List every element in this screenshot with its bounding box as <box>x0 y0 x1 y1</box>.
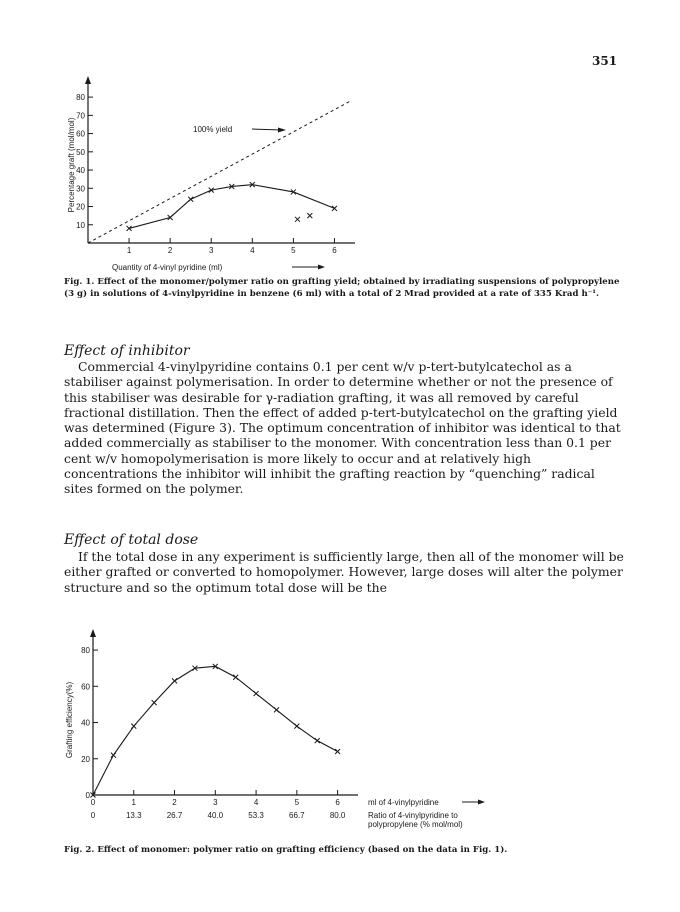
x-tick-label: 6 <box>332 246 337 255</box>
x-tick-secondary-label: 0 <box>90 811 96 820</box>
figure-1-chart <box>0 0 680 280</box>
x-axis-label: Quantity of 4-vinyl pyridine (ml) <box>112 263 223 272</box>
y-tick-label: 30 <box>76 184 85 194</box>
y-tick-label: 40 <box>81 718 90 728</box>
x-tick-label: 1 <box>126 246 132 255</box>
y-tick-label: 0 <box>85 791 90 800</box>
x-tick-secondary-label: 66.7 <box>289 811 305 820</box>
x-tick-label: 3 <box>213 798 218 807</box>
data-point-marker <box>188 197 193 202</box>
x-axis-label: ml of 4-vinylpyridine <box>368 798 439 807</box>
y-tick-label: 80 <box>76 93 85 103</box>
data-point-marker <box>294 724 299 729</box>
section-heading-total-dose: Effect of total dose <box>64 532 199 548</box>
y-tick-label: 70 <box>76 111 85 121</box>
x-tick-secondary-label: 40.0 <box>207 811 224 820</box>
x-tick-label: 0 <box>90 798 96 807</box>
x-axis-label-arrowhead <box>318 265 325 270</box>
data-point-marker <box>274 707 279 712</box>
x-tick-secondary-label: 13.3 <box>125 811 142 820</box>
x-tick-label: 1 <box>131 798 136 807</box>
data-point-marker <box>131 724 136 729</box>
y-axis-arrow <box>85 76 91 84</box>
x-tick-label: 5 <box>291 246 296 255</box>
y-tick-label: 10 <box>76 220 85 230</box>
secondary-x-axis-label: Ratio of 4-vinylpyridine to polypropylene (% mol/mol) <box>368 811 463 829</box>
x-tick-secondary-label: 53.3 <box>248 811 264 820</box>
series-line <box>129 185 334 229</box>
data-point-marker <box>172 678 177 683</box>
annotation-arrow <box>252 129 282 130</box>
y-tick-label: 60 <box>81 682 90 692</box>
y-tick-label: 50 <box>76 147 85 157</box>
figure-2-caption <box>64 844 624 856</box>
x-tick-label: 4 <box>250 246 255 255</box>
y-tick-label: 60 <box>76 129 85 139</box>
figure-2-caption-label: Fig. 2. <box>64 845 95 855</box>
data-point-marker <box>111 753 116 758</box>
annotation-arrowhead <box>278 128 286 133</box>
data-point-marker <box>152 700 157 705</box>
x-tick-label: 3 <box>209 246 214 255</box>
x-tick-secondary-label: 80.0 <box>329 811 346 820</box>
y-axis-label: Percentage graft (mol/mol) <box>67 117 76 213</box>
data-point-marker <box>254 691 259 696</box>
section-heading-inhibitor: Effect of inhibitor <box>64 343 190 359</box>
figure-1-caption-text: Effect of the monomer/polymer ratio on grafting yield; obtained by irradiating suspensions of polypropylene (3 g) in solutions of 4-vinylpyridine in benzene (6 ml) with a total of 2 Mrad provided at a rate of 335 Krad h⁻¹. <box>64 277 620 299</box>
figure-2-caption-text: Effect of monomer: polymer ratio on grafting efficiency (based on the data in Fig. 1). <box>97 845 508 855</box>
x-axis-label-arrowhead <box>478 800 485 805</box>
data-point-marker <box>332 206 337 211</box>
y-tick-label: 40 <box>76 166 85 176</box>
series-dashed-line <box>88 101 351 243</box>
x-tick-label: 4 <box>253 798 259 807</box>
section-paragraph-inhibitor: Commercial 4-vinylpyridine contains 0.1 per cent w/v p-tert-butylcatechol as a stabiliser against polymerisation. In order to determine whether or not the presence of this stabiliser was desirable for γ-radiation grafting, it was all removed by careful fractional distillation. Then the effect of added p-tert-butylcatechol on the grafting yield was determined (Figure 3). The optimum concentration of inhibitor was identical to that added commercially as stabiliser to the monomer. With concentration less than 0.1 per cent w/v homopolymerisation is more likely to occur and at relatively high concentrations the inhibitor will inhibit the grafting reaction by “quenching” radical sites formed on the polymer. <box>64 359 621 497</box>
y-tick-label: 80 <box>81 646 90 656</box>
figure-2-chart <box>0 610 680 860</box>
x-tick-label: 6 <box>335 798 340 807</box>
figure-1-caption-label: Fig. 1. <box>64 277 95 287</box>
x-tick-label: 5 <box>294 798 300 807</box>
figure-1-caption <box>64 276 624 300</box>
data-point-marker <box>307 213 312 218</box>
y-axis-arrow <box>90 629 96 637</box>
data-point-marker <box>233 675 238 680</box>
series-line <box>93 666 338 795</box>
section-paragraph-total-dose: If the total dose in any experiment is sufficiently large, then all of the monomer will be either grafted or converted to homopolymer. However, large doses will alter the polymer structure and so the optimum total dose will be the <box>64 549 624 595</box>
data-point-marker <box>315 738 320 743</box>
data-point-marker <box>295 217 300 222</box>
y-tick-label: 20 <box>76 202 85 212</box>
x-tick-label: 2 <box>172 798 177 807</box>
data-point-marker <box>335 749 340 754</box>
page-number: 351 <box>592 54 618 68</box>
annotation-100-yield: 100% yield <box>193 125 233 134</box>
y-tick-label: 20 <box>81 754 90 764</box>
x-tick-label: 2 <box>167 246 173 255</box>
y-axis-label: Grafting efficiency(%) <box>65 681 74 759</box>
x-tick-secondary-label: 26.7 <box>166 811 183 820</box>
